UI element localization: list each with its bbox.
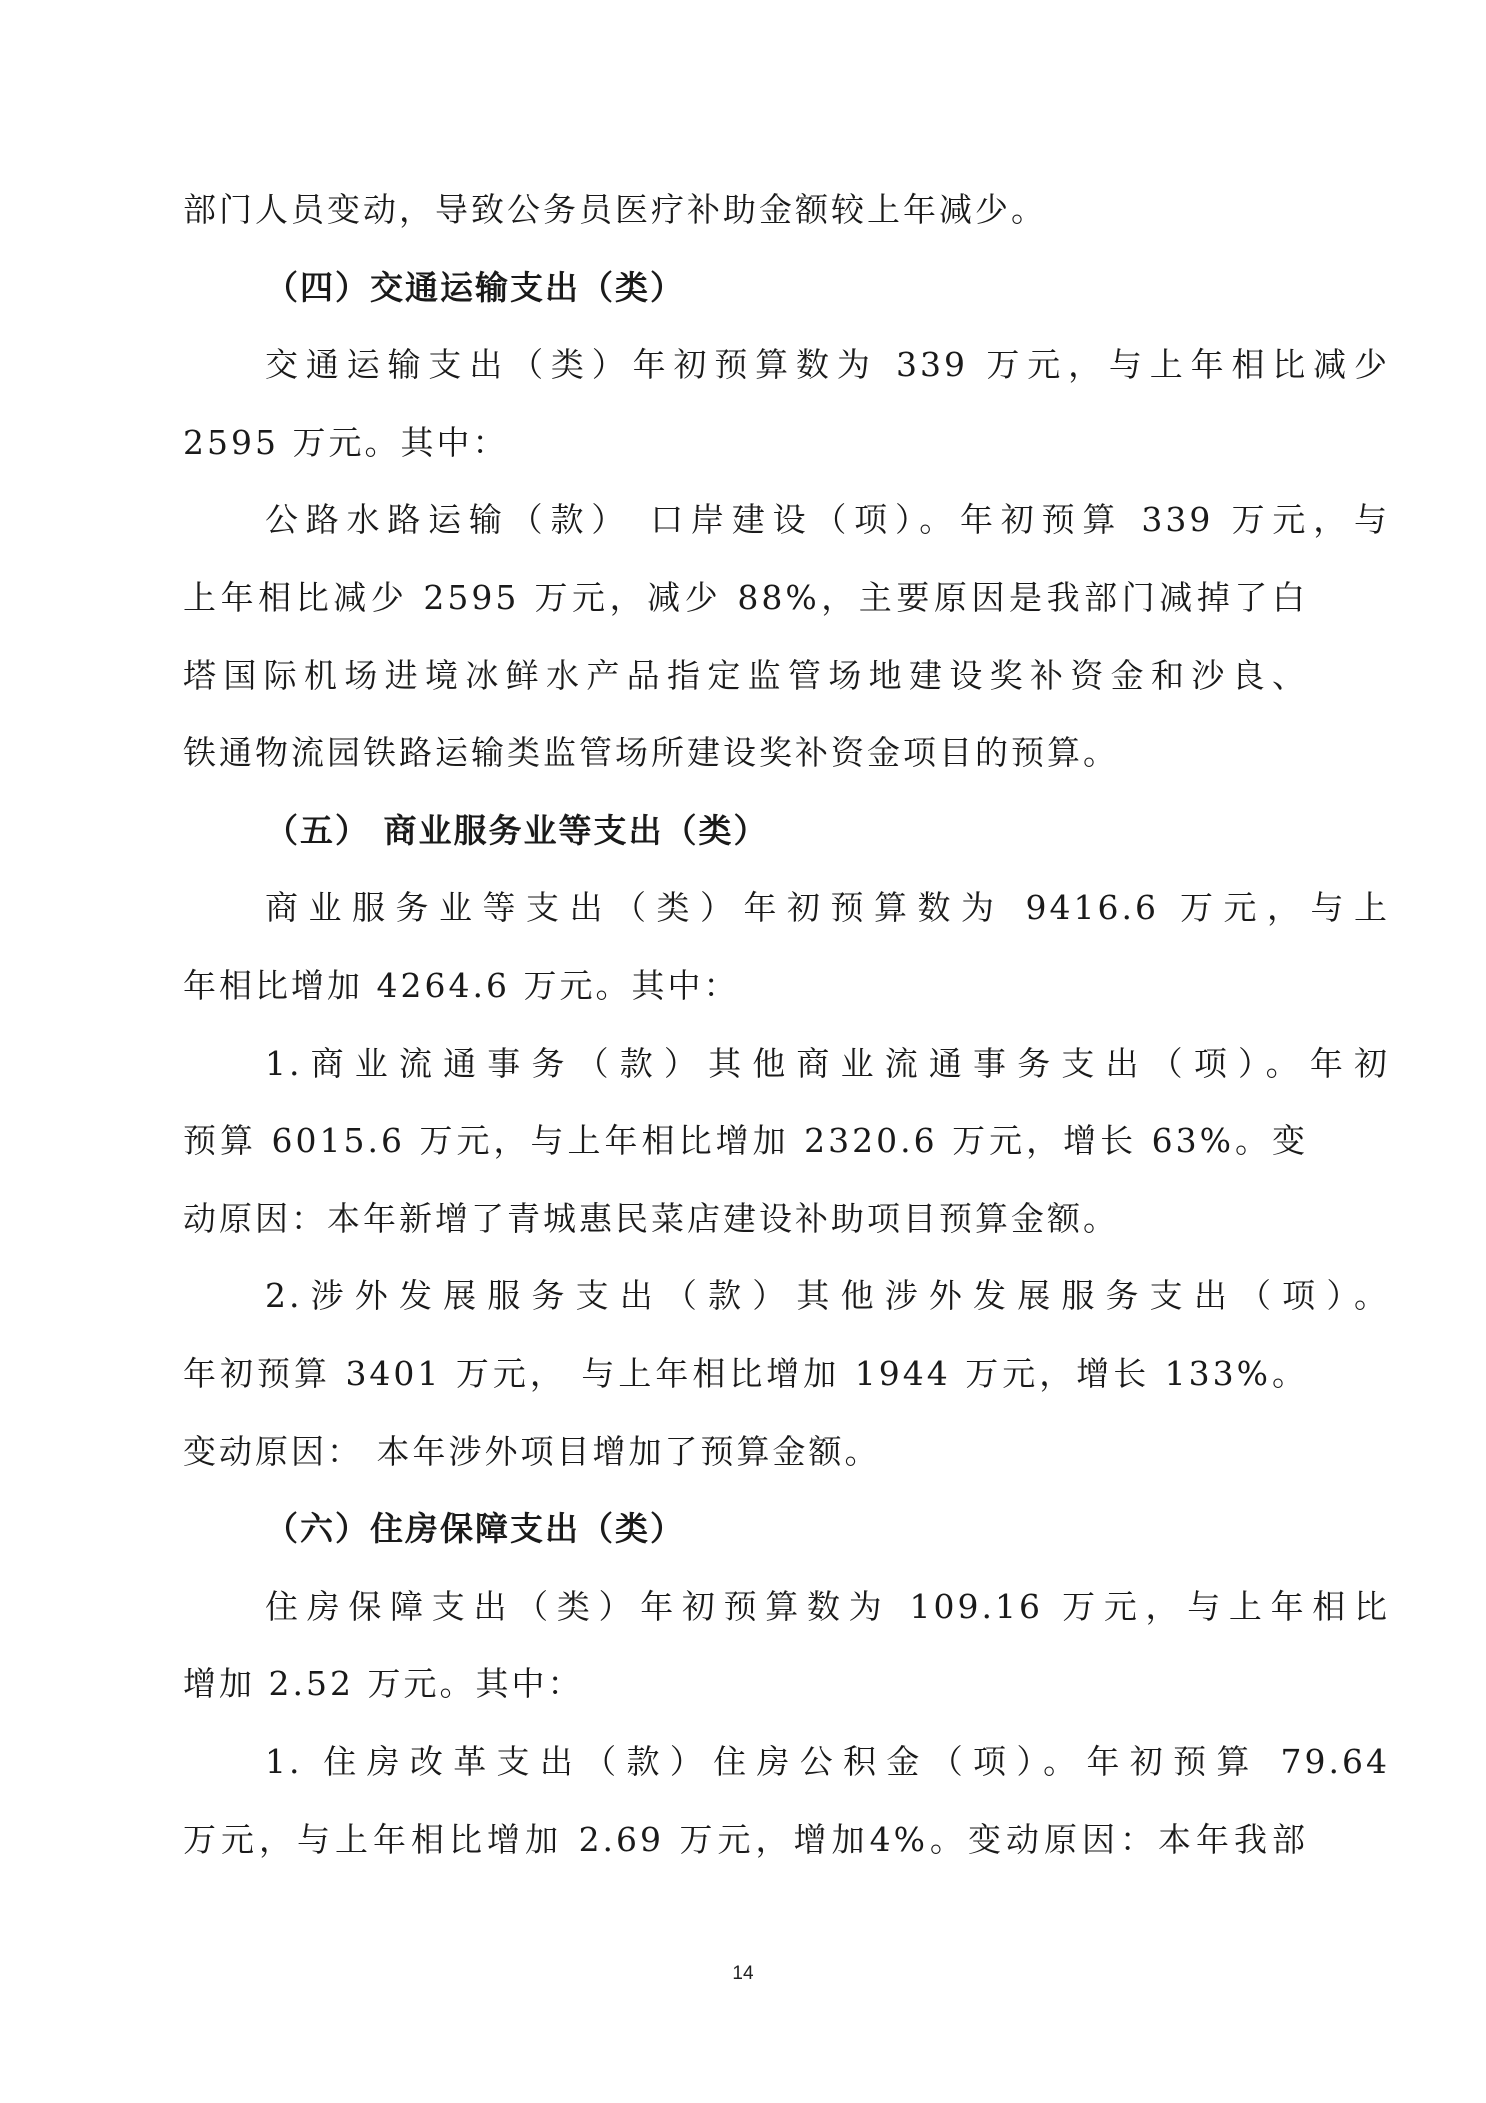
text-line: 万元，与上年相比增加 2.69 万元，增加4%。变动原因：本年我部 bbox=[183, 1819, 1308, 1859]
text-line: 增加 2.52 万元。其中： bbox=[183, 1664, 584, 1704]
text-line: 铁通物流园铁路运输类监管场所建设奖补资金项目的预算。 bbox=[183, 733, 1119, 773]
text-line: 住房保障支出（类）年初预算数为 109.16 万元，与上年相比 bbox=[265, 1586, 1390, 1626]
section-heading: （五） 商业服务业等支出（类） bbox=[265, 810, 769, 850]
text-line: 2595 万元。其中： bbox=[183, 422, 509, 462]
text-line: 1.商业流通事务（款）其他商业流通事务支出（项）。年初 bbox=[265, 1043, 1390, 1083]
text-line: 预算 6015.6 万元，与上年相比增加 2320.6 万元，增长 63%。变 bbox=[183, 1121, 1308, 1161]
section-heading: （四）交通运输支出（类） bbox=[265, 267, 685, 307]
text-line: 年初预算 3401 万元， 与上年相比增加 1944 万元，增长 133%。 bbox=[183, 1354, 1308, 1393]
text-line: 年相比增加 4264.6 万元。其中： bbox=[183, 966, 740, 1005]
text-line: 商业服务业等支出（类）年初预算数为 9416.6 万元，与上 bbox=[265, 888, 1390, 928]
text-line: 1. 住房改革支出（款）住房公积金（项）。年初预算 79.64 bbox=[265, 1742, 1390, 1781]
text-line: 变动原因： 本年涉外项目增加了预算金额。 bbox=[183, 1431, 881, 1471]
section-heading: （六）住房保障支出（类） bbox=[265, 1509, 685, 1549]
text-line: 动原因：本年新增了青城惠民菜店建设补助项目预算金额。 bbox=[183, 1198, 1119, 1238]
text-line: 交通运输支出（类）年初预算数为 339 万元，与上年相比减少 bbox=[265, 345, 1390, 385]
text-line: 上年相比减少 2595 万元，减少 88%，主要原因是我部门减掉了白 bbox=[183, 578, 1308, 617]
text-line: 公路水路运输（款） 口岸建设（项）。年初预算 339 万元，与 bbox=[265, 500, 1390, 540]
text-line: 2.涉外发展服务支出（款）其他涉外发展服务支出（项）。 bbox=[265, 1276, 1390, 1316]
text-line: 塔国际机场进境冰鲜水产品指定监管场地建设奖补资金和沙良、 bbox=[183, 655, 1308, 695]
text-line: 部门人员变动，导致公务员医疗补助金额较上年减少。 bbox=[183, 190, 1047, 229]
page-number: 14 bbox=[732, 1963, 754, 1984]
